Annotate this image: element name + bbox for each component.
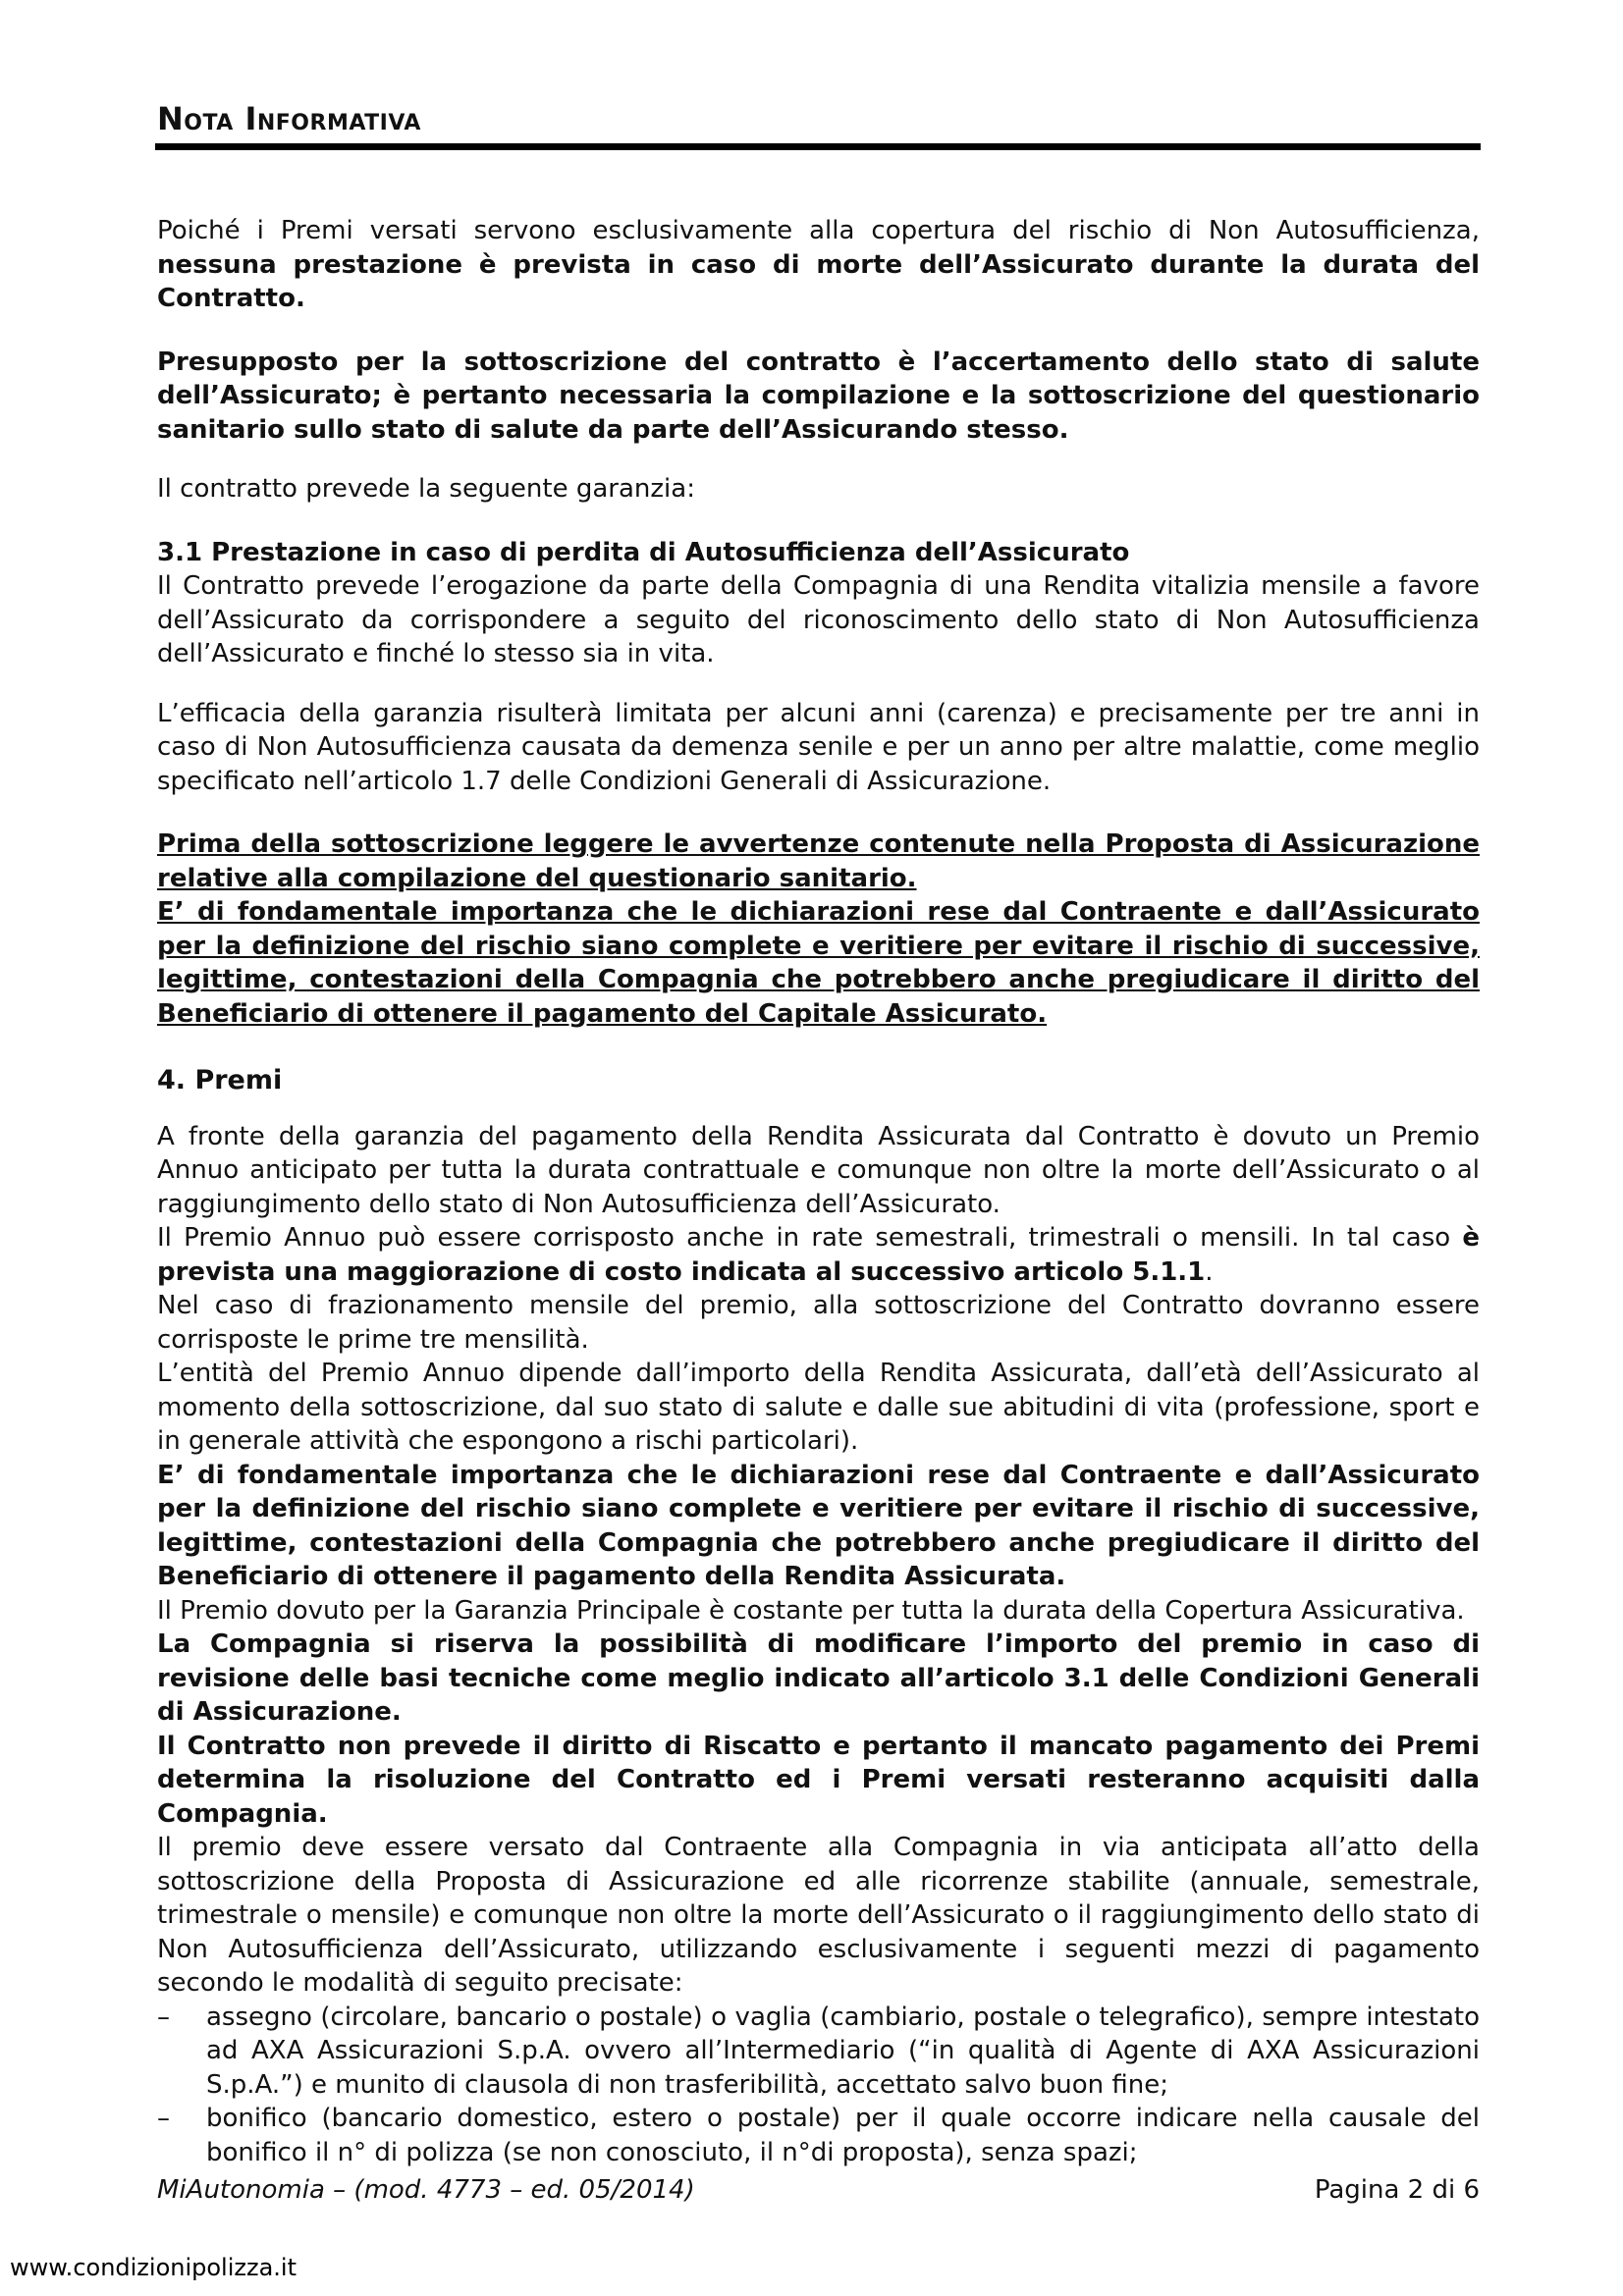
footer-page-number: Pagina 2 di 6 [1314, 2175, 1480, 2205]
section-4-paragraph-3: Nel caso di frazionamento mensile del premio, alla sottoscrizione del Contratto dovranno essere corrisposte le prime tre mensilità. [157, 1291, 1480, 1355]
paragraph-text: . [1205, 1256, 1214, 1287]
section-4-paragraph-1: A fronte della garanzia del pagamento della Rendita Assicurata dal Contratto è dovuto un Premio Annuo anticipato per tutta la durata contrattuale e comunque non oltre la morte dell’Assicurato o al raggiungimento dello stato di Non Autosufficienza dell’Assicurato. [157, 1121, 1480, 1219]
paragraph-garanzia-intro: Il contratto prevede la seguente garanzia: [157, 474, 695, 504]
bold-text: è prevista una maggiorazione di costo indicata al successivo articolo 5.1.1 [157, 1223, 1480, 1287]
bold-text: nessuna prestazione è prevista in caso di morte dell’Assicurato durante la durata del Contratto. [157, 249, 1480, 313]
footer-document-code: MiAutonomia – (mod. 4773 – ed. 05/2014) [157, 2175, 695, 2205]
section-4-paragraph-2 [157, 1221, 1480, 1289]
list-item-text: assegno (circolare, bancario o postale) o vaglia (cambiario, postale o telegrafico), sempre intestato ad AXA Assicurazioni S.p.A. ovvero all’Intermediario (“in qualità di Agente di AXA Assicurazioni S.p.A.”) e munito di clausola di non trasferibilità, accettato salvo buon fine; [206, 2002, 1480, 2100]
warning-questionario: Prima della sottoscrizione leggere le avvertenze contenute nella Proposta di Assicurazione relative alla compilazione del questionario sanitario. [157, 829, 1480, 893]
watermark-link[interactable]: www.condizionipolizza.it [10, 2254, 297, 2281]
paragraph-text: Il Premio Annuo può essere corrisposto anche in rate semestrali, trimestrali o mensili. In tal caso [157, 1223, 1463, 1253]
document-body [157, 214, 1480, 2169]
list-item [157, 2102, 1480, 2169]
paragraph-presupposto: Presupposto per la sottoscrizione del contratto è l’accertamento dello stato di salute dell’Assicurato; è pertanto necessaria la compilazione e la sottoscrizione del questionario sanitario sullo stato di salute da parte dell’Assicurando stesso. [157, 347, 1480, 445]
section-4-paragraph-5: E’ di fondamentale importanza che le dichiarazioni rese dal Contraente e dall’Assicurato per la definizione del rischio siano complete e veritiere per evitare il rischio di successive, legittime, contestazioni della Compagnia che potrebbero anche pregiudicare il diritto del Beneficiario di ottenere il pagamento della Rendita Assicurata. [157, 1460, 1480, 1591]
payment-methods-list [157, 2001, 1480, 2170]
document-header-title: Nota Informativa [157, 100, 421, 137]
header-divider [155, 143, 1481, 150]
list-item [157, 2001, 1480, 2103]
section-4-paragraph-9: Il premio deve essere versato dal Contraente alla Compagnia in via anticipata all’atto della sottoscrizione della Proposta di Assicurazione ed alle ricorrenze stabilite (annuale, semestrale, trimestrale o mensile) e comunque non oltre la morte dell’Assicurato o il raggiungimento dello stato di Non Autosufficienza dell’Assicurato, utilizzando esclusivamente i seguenti mezzi di pagamento secondo le modalità di seguito precisate: [157, 1833, 1480, 1998]
section-4-paragraph-6: Il Premio dovuto per la Garanzia Principale è costante per tutta la durata della Copertura Assicurativa. [157, 1595, 1465, 1626]
section-4-paragraph-8: Il Contratto non prevede il diritto di Riscatto e pertanto il mancato pagamento dei Premi determina la risoluzione del Contratto ed i Premi versati resteranno acquisiti dalla Compagnia. [157, 1731, 1480, 1829]
list-item-text: bonifico (bancario domestico, estero o postale) per il quale occorre indicare nella causale del bonifico il n° di polizza (se non conosciuto, il n°di proposta), senza spazi; [206, 2104, 1480, 2167]
section-4-paragraph-4: L’entità del Premio Annuo dipende dall’importo della Rendita Assicurata, dall’età dell’Assicurato al momento della sottoscrizione, dal suo stato di salute e dalle sue abitudini di vita (professione, sport e in generale attività che espongono a rischi particolari). [157, 1359, 1480, 1456]
section-4-paragraph-7: La Compagnia si riserva la possibilità di modificare l’importo del premio in caso di revisione delle basi tecniche come meglio indicato all’articolo 3.1 delle Condizioni Generali di Assicurazione. [157, 1629, 1480, 1727]
section-3-1-text: Il Contratto prevede l’erogazione da parte della Compagnia di una Rendita vitalizia mensile a favore dell’Assicurato da corrispondere a seguito del riconoscimento dello stato di Non Autosufficienza dell’Assicurato e finché lo stesso sia in vita. [157, 571, 1480, 668]
paragraph-premi-versati [157, 214, 1480, 316]
section-4-title: 4. Premi [157, 1065, 283, 1095]
warning-dichiarazioni: E’ di fondamentale importanza che le dichiarazioni rese dal Contraente e dall’Assicurato per la definizione del rischio siano complete e veritiere per evitare il rischio di successive, legittime, contestazioni della Compagnia che potrebbero anche pregiudicare il diritto del Beneficiario di ottenere il pagamento del Capitale Assicurato. [157, 897, 1480, 1029]
paragraph-text: Poiché i Premi versati servono esclusivamente alla copertura del rischio di Non Autosufficienza, [157, 216, 1480, 245]
section-3-1-title: 3.1 Prestazione in caso di perdita di Autosufficienza dell’Assicurato [157, 537, 1130, 567]
dash-bullet: – [157, 2104, 170, 2133]
paragraph-efficacia: L’efficacia della garanzia risulterà limitata per alcuni anni (carenza) e precisamente per tre anni in caso di Non Autosufficienza causata da demenza senile e per un anno per altre malattie, come meglio specificato nell’articolo 1.7 delle Condizioni Generali di Assicurazione. [157, 698, 1480, 796]
dash-bullet: – [157, 2002, 170, 2032]
